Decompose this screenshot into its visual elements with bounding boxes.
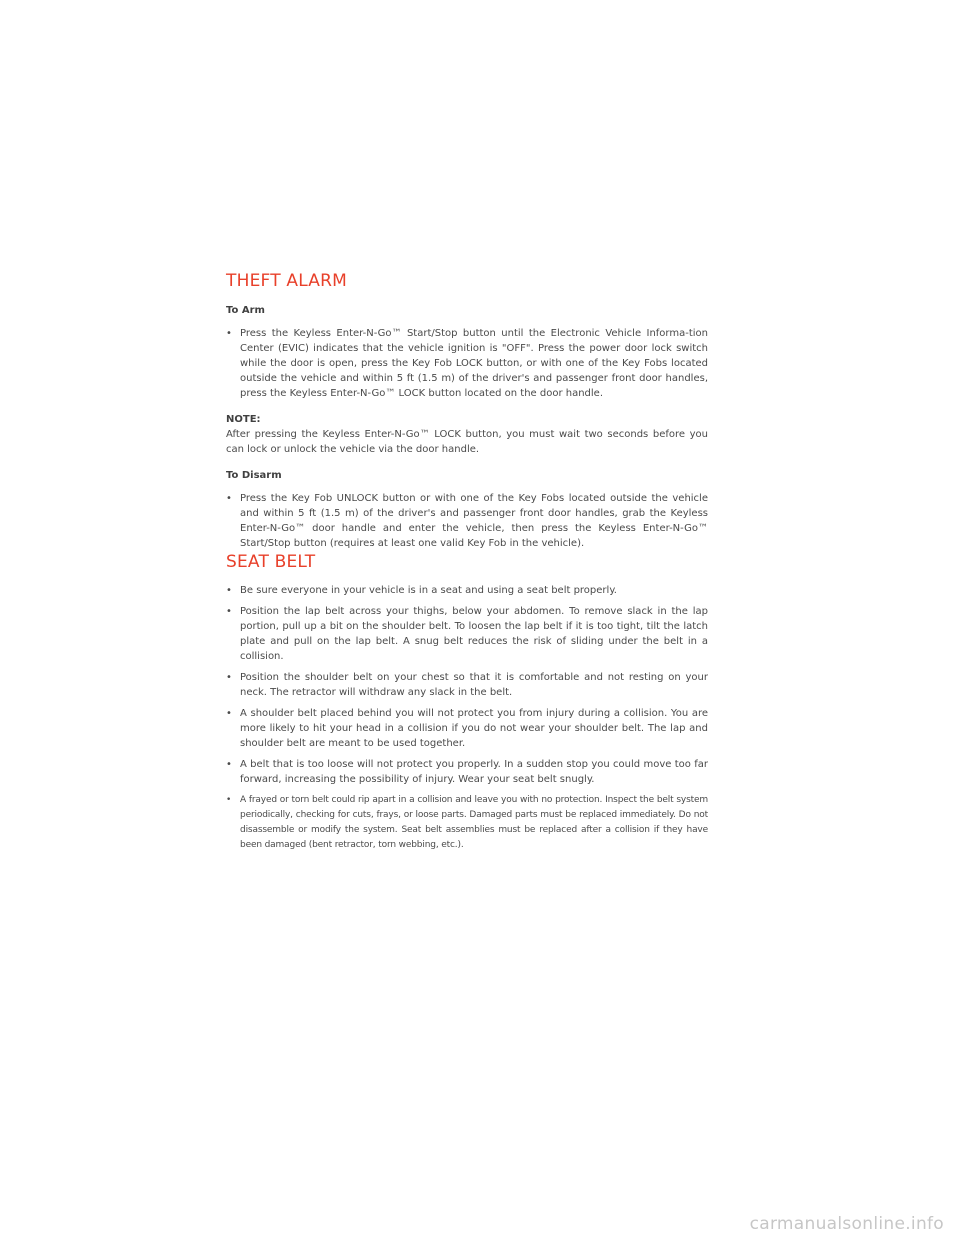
seat-belt-bullet-4 — [226, 706, 708, 751]
bullet-dot: • — [226, 708, 232, 719]
to-arm-bullet — [226, 326, 708, 401]
seat-belt-bullet-text: A belt that is too loose will not protect you properly. In a sudden stop you could move too far forward, increasing the possibility of injury. Wear your seat belt snugly. — [240, 759, 708, 785]
to-arm-heading: To Arm — [226, 305, 265, 316]
to-disarm-heading: To Disarm — [226, 470, 282, 481]
seat-belt-bullet-text: A frayed or torn belt could rip apart in a collision and leave you with no protection. Inspect the belt system periodically, checking for cuts, frays, or loose parts. Damaged parts must be replaced immediately. Do not disassemble or modify the system. Seat belt assemblies must be replaced after a collision if they have been damaged (bent retractor, torn webbing, etc.). — [240, 795, 708, 850]
note-label: NOTE: — [226, 414, 261, 425]
seat-belt-bullet-text: Position the shoulder belt on your chest so that it is comfortable and not resting on your neck. The retractor will withdraw any slack in the belt. — [240, 672, 708, 698]
to-arm-bullet-text: Press the Keyless Enter-N-Go™ Start/Stop button until the Electronic Vehicle Informa-tion Center (EVIC) indicates that the vehicle ignition is "OFF". Press the power door lock switch while the door is open, press the Key Fob LOCK button, or with one of the Key Fobs located outside the vehicle and within 5 ft (1.5 m) of the driver's and passenger front door handles, press the Keyless Enter-N-Go™ LOCK button located on the door handle. — [240, 328, 708, 399]
bullet-dot: • — [226, 606, 232, 617]
seat-belt-bullet-text: A shoulder belt placed behind you will not protect you from injury during a collision. You are more likely to hit your head in a collision if you do not wear your shoulder belt. The lap and shoulder belt are meant to be used together. — [240, 708, 708, 749]
bullet-dot: • — [226, 328, 232, 339]
to-disarm-bullet — [226, 491, 708, 551]
theft-alarm-title: THEFT ALARM — [226, 271, 347, 291]
seat-belt-bullet-text: Be sure everyone in your vehicle is in a seat and using a seat belt properly. — [240, 585, 617, 596]
manual-page-content — [226, 270, 708, 853]
bullet-dot: • — [226, 759, 232, 770]
note-text: After pressing the Keyless Enter-N-Go™ LOCK button, you must wait two seconds before you can lock or unlock the vehicle via the door handle. — [226, 429, 708, 455]
seat-belt-bullet-3 — [226, 670, 708, 700]
seat-belt-bullet-text: Position the lap belt across your thighs, below your abdomen. To remove slack in the lap portion, pull up a bit on the shoulder belt. To loosen the lap belt if it is too tight, tilt the latch plate and pull on the lap belt. A snug belt reduces the risk of sliding under the belt in a collision. — [240, 606, 708, 662]
bullet-dot: • — [226, 795, 232, 805]
seat-belt-bullet-6 — [226, 793, 708, 853]
seat-belt-bullet-1 — [226, 583, 708, 598]
seat-belt-bullet-2 — [226, 604, 708, 664]
bullet-dot: • — [226, 493, 232, 504]
bullet-dot: • — [226, 672, 232, 683]
seat-belt-bullet-5 — [226, 757, 708, 787]
site-watermark: carmanualsonline.info — [749, 1214, 944, 1234]
bullet-dot: • — [226, 585, 232, 596]
to-disarm-bullet-text: Press the Key Fob UNLOCK button or with one of the Key Fobs located outside the vehicle and within 5 ft (1.5 m) of the driver's and passenger front door handles, grab the Keyless Enter-N-Go™ door handle and enter the vehicle, then press the Keyless Enter-N-Go™ Start/Stop button (requires at least one valid Key Fob in the vehicle). — [240, 493, 708, 549]
seat-belt-title: SEAT BELT — [226, 552, 316, 572]
